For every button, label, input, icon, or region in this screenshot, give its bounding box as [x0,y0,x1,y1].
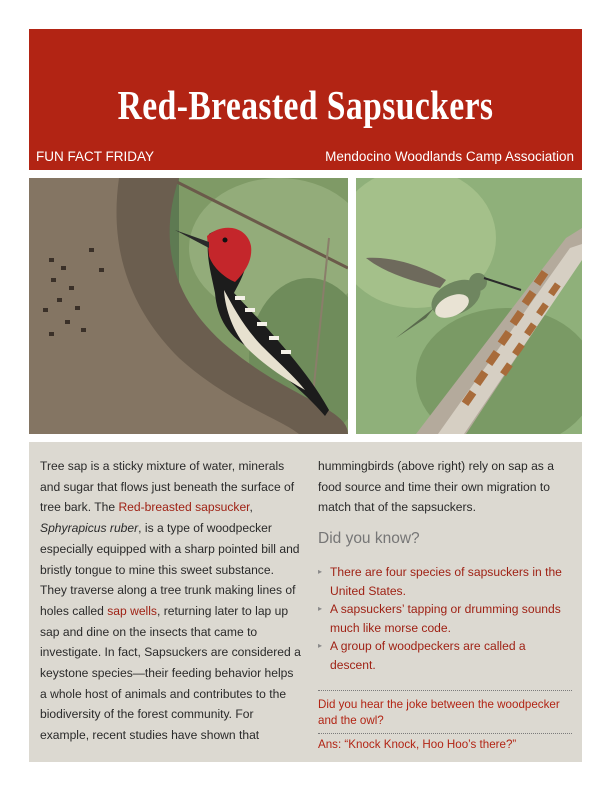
article-continuation: hummingbirds (above right) rely on sap as a food source and time their own migration to match that of the sapsuckers. [318,459,554,515]
article-panel [29,442,582,762]
sap-wells-term: sap wells [107,603,157,618]
joke-divider [318,690,572,729]
list-item: ▸ A sapsuckers’ tapping or drumming sounds much like morse code. [318,602,561,635]
sapsucker-illustration [29,178,348,434]
page-title: Red-Breasted Sapsuckers [117,82,494,128]
triangle-bullet-icon: ▸ [318,567,323,577]
triangle-bullet-icon: ▸ [318,641,323,651]
article-paragraph: Tree sap is a sticky mixture of water, minerals and sugar that flows just beneath the surface of tree bark. The Red-breasted sapsucker, Sphyrapicus ruber, is a type of woodpecker especially equipped with a sharp pointed bill and bristly tongue to mine this sweet substance. They traverse along a tree trunk making lines of holes called sap wells, returning later to lap up sap and dine on the insects that came to investigate. In fact, Sapsuckers are considered a keystone species—their feeding behavior helps a whole host of animals and contributes to the biodiversity of the forest community. For example, recent studies have shown that [40,459,301,743]
did-you-know-heading: Did you know? [318,530,420,548]
scientific-name: Sphyrapicus ruber [40,521,139,536]
list-item: ▸ There are four species of sapsuckers in the United States. [318,565,562,598]
hummingbird-at-sap-wells-photo [356,178,582,434]
triangle-bullet-icon: ▸ [318,604,323,614]
fun-facts-list [318,563,572,674]
joke-answer: Ans: “Knock Knock, Hoo Hoo’s there?” [318,738,517,752]
hummingbird-illustration [356,178,582,434]
article-column-left [40,456,302,746]
list-item: ▸ A group of woodpeckers are called a descent. [318,639,526,672]
red-breasted-sapsucker-photo [29,178,348,434]
red-breasted-sapsucker-term: Red-breasted sapsucker [118,500,250,515]
joke-answer-divider [318,733,572,753]
organization-name: Mendocino Woodlands Camp Association [325,149,574,164]
title-banner [29,29,582,170]
joke-question: Did you hear the joke between the woodpecker and the owl? [318,698,560,728]
series-label: FUN FACT FRIDAY [36,149,155,164]
article-column-right [318,456,572,753]
